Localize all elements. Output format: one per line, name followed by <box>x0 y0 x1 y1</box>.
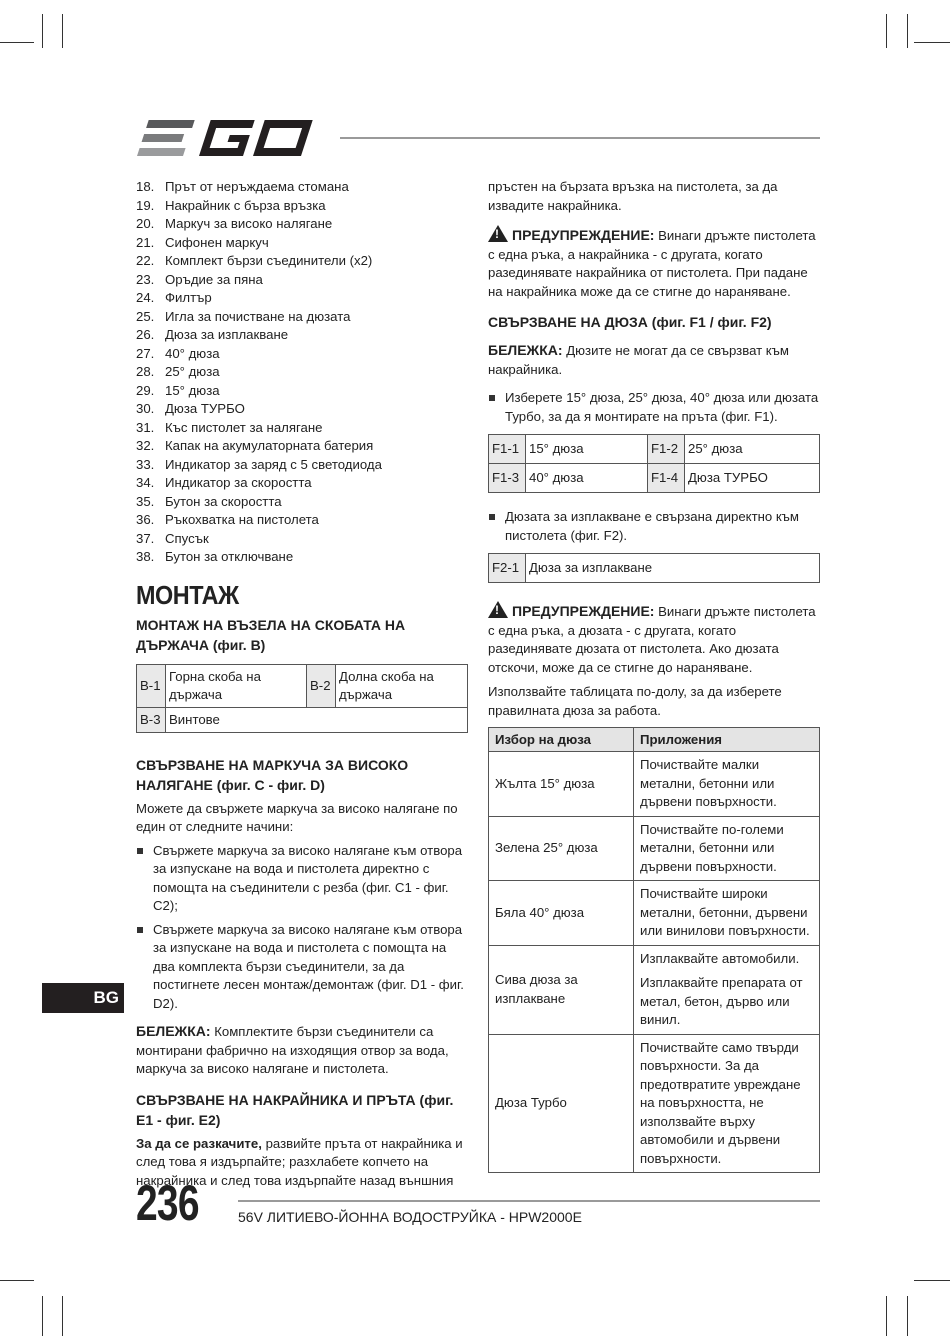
list-item: Изберете 15° дюза, 25° дюза, 40° дюза или дюзата Турбо, за да я монтирате на пръта (фиг. F1). <box>488 389 820 426</box>
list-item-number: 22. <box>136 253 155 268</box>
application-text: Почиствайте широки метални, бетонни, дървени или винилови повърхности. <box>640 886 810 938</box>
crop-mark <box>0 1280 34 1281</box>
list-item: Дюзата за изплакване е свързана директно към пистолета (фиг. F2). <box>488 508 820 545</box>
list-item-number: 18. <box>136 179 155 194</box>
warning-label: ПРЕДУПРЕЖДЕНИЕ: <box>512 227 655 243</box>
list-item-number: 37. <box>136 530 155 546</box>
wand-bold-lead: За да се разкачите, <box>136 1135 262 1151</box>
crop-mark <box>42 1296 43 1336</box>
list-item-label: Дюза за изплакване <box>165 327 289 342</box>
list-item <box>136 493 468 512</box>
warning-2 <box>488 601 820 677</box>
list-item-number: 30. <box>136 401 155 416</box>
application-text: Почиствайте малки метални, бетонни или дървени повърхности. <box>640 757 777 809</box>
note-label: БЕЛЕЖКА: <box>488 342 563 358</box>
list-item <box>136 548 468 567</box>
table-cell-label: Долна скоба на държача <box>336 664 468 707</box>
application-text: Изплаквайте автомобили. <box>640 950 800 966</box>
list-item-number: 31. <box>136 419 155 435</box>
note-label: БЕЛЕЖКА: <box>136 1023 211 1039</box>
hose-note <box>136 1022 468 1079</box>
list-item <box>136 400 468 419</box>
list-item-number: 29. <box>136 382 155 398</box>
crop-mark <box>886 1296 887 1336</box>
crop-mark <box>0 42 34 43</box>
f1-parts-table <box>488 434 820 493</box>
list-item-number: 25. <box>136 308 155 324</box>
right-column <box>488 178 820 1173</box>
list-item-number: 36. <box>136 512 155 527</box>
list-item <box>136 215 468 234</box>
table-cell-code: F1-2 <box>648 435 685 464</box>
note-text: Комплектите бързи съединители са монтирани фабрично на изходящия отвор за вода, маркуча за високо налягане и пистолета. <box>136 1024 449 1076</box>
warning-label: ПРЕДУПРЕЖДЕНИЕ: <box>512 603 655 619</box>
application-cell <box>634 945 820 1034</box>
list-item-number: 35. <box>136 493 155 509</box>
application-cell <box>634 881 820 946</box>
list-item-label: Игла за почистване на дюзата <box>165 308 351 324</box>
table-cell-label: Дюза за изплакване <box>526 554 820 583</box>
warning-triangle-icon <box>488 225 508 242</box>
crop-mark <box>914 1280 950 1281</box>
list-item-label: Спусък <box>165 530 209 546</box>
note-text: Дюзите не могат да се свързват към накрайника. <box>488 343 789 377</box>
list-item: Свържете маркуча за високо налягане към отвора за изпускане на вода и пистолета директно с помощта на съединители с резба (фиг. C1 - фиг. C2); <box>136 842 468 916</box>
left-column <box>136 178 468 1190</box>
nozzle-name-cell: Сива дюза за изплакване <box>489 945 634 1034</box>
footer-rule <box>238 1200 820 1202</box>
application-text: Почиствайте само твърди повърхности. За да предотвратите увреждане на повърхността, не използвайте върху автомобили и дървени повърхности. <box>640 1039 801 1166</box>
nozzle-name-cell: Бяла 40° дюза <box>489 881 634 946</box>
wand-body: развийте пръта от накрайника и след това я издърпайте; разхлабете копчето на накрайника и след това издърпайте назад външния <box>136 1135 463 1188</box>
nozzle-bullet-2 <box>488 508 820 545</box>
hose-heading: СВЪРЗВАНЕ НА МАРКУЧА ЗА ВИСОКО НАЛЯГАНЕ (фиг. C - фиг. D) <box>136 756 409 793</box>
list-item-label: 40° дюза <box>165 345 220 361</box>
table-cell-code: F1-1 <box>489 435 526 464</box>
nozzle-name-cell: Жълта 15° дюза <box>489 752 634 817</box>
list-item <box>136 456 468 475</box>
crop-mark <box>62 14 63 48</box>
warning-1 <box>488 225 820 301</box>
list-item-label: Индикатор за скоростта <box>165 475 312 490</box>
ego-logo <box>136 116 322 160</box>
nozzle-bullet-1 <box>488 389 820 426</box>
list-item-number: 26. <box>136 327 155 342</box>
list-item <box>136 363 468 382</box>
list-item-number: 34. <box>136 475 155 490</box>
table-header: Приложения <box>634 728 820 752</box>
table-intro: Използвайте таблицата по-долу, за да изберете правилната дюза за работа. <box>488 684 782 718</box>
list-item-label: Дюза ТУРБО <box>165 401 245 416</box>
list-item-label: Ръкохватка на пистолета <box>165 512 319 527</box>
list-item-number: 19. <box>136 197 155 213</box>
list-item <box>136 530 468 549</box>
table-cell-label: 25° дюза <box>685 435 820 464</box>
nozzle-selection-table <box>488 727 820 1173</box>
application-cell <box>634 752 820 817</box>
list-item-label: 25° дюза <box>165 364 220 379</box>
list-item-label: Бутон за скоростта <box>165 493 282 509</box>
list-item <box>136 437 468 456</box>
list-item-number: 24. <box>136 290 155 305</box>
table-cell-code: B-1 <box>137 664 166 707</box>
list-item-label: Комплект бързи съединители (x2) <box>165 253 373 268</box>
table-cell-code: F1-4 <box>648 464 685 493</box>
list-item-number: 23. <box>136 271 155 287</box>
list-item-label: Накрайник с бърза връзка <box>165 197 326 213</box>
warning-triangle-icon <box>488 601 508 618</box>
crop-mark <box>907 1296 908 1336</box>
hose-bullet-list <box>136 842 468 1014</box>
table-cell-code: B-3 <box>137 707 166 732</box>
wand-continued: пръстен на бързата връзка на пистолета, за да извадите накрайника. <box>488 179 778 213</box>
nozzle-connect-heading: СВЪРЗВАНЕ НА ДЮЗА (фиг. F1 / фиг. F2) <box>488 314 772 330</box>
wand-heading: СВЪРЗВАНЕ НА НАКРАЙНИКА И ПРЪТА (фиг. E1 - фиг. E2) <box>136 1091 454 1128</box>
list-item-label: Прът от неръждаема стомана <box>165 179 349 194</box>
list-item-label: Бутон за отключване <box>165 549 294 564</box>
table-row <box>489 881 820 946</box>
table-row <box>489 945 820 1034</box>
bracket-parts-table <box>136 664 468 733</box>
list-item <box>136 345 468 364</box>
list-item <box>136 326 468 345</box>
list-item <box>136 234 468 253</box>
list-item-number: 32. <box>136 438 155 453</box>
list-item <box>136 289 468 308</box>
table-row <box>489 1034 820 1173</box>
language-tab: BG <box>42 983 124 1013</box>
parts-list <box>136 178 468 567</box>
list-item <box>136 271 468 290</box>
table-row <box>489 816 820 881</box>
application-cell <box>634 816 820 881</box>
table-cell-code: F2-1 <box>489 554 526 583</box>
f2-parts-table <box>488 553 820 583</box>
list-item-label: Сифонен маркуч <box>165 234 269 250</box>
crop-mark <box>42 14 43 48</box>
table-cell-label: 40° дюза <box>526 464 648 493</box>
list-item: Свържете маркуча за високо налягане към отвора за изпускане на вода и пистолета с помощта на два комплекта бързи съединители, за да постигнете лесен монтаж/демонтаж (фиг. D1 - фиг. D2). <box>136 921 468 1014</box>
table-cell-code: F1-3 <box>489 464 526 493</box>
list-item <box>136 308 468 327</box>
application-text: Изплаквайте препарата от метал, бетон, дърво или винил. <box>640 975 803 1027</box>
list-item-label: Индикатор за заряд с 5 светодиода <box>165 456 382 472</box>
section-title: МОНТАЖ <box>136 579 239 610</box>
list-item <box>136 197 468 216</box>
bracket-heading: МОНТАЖ НА ВЪЗЕЛА НА СКОБАТА НА ДЪРЖАЧА (фиг. B) <box>136 616 406 653</box>
list-item <box>136 474 468 493</box>
table-row <box>489 752 820 817</box>
list-item <box>136 419 468 438</box>
list-item <box>136 382 468 401</box>
list-item-number: 21. <box>136 234 155 250</box>
header-rule <box>340 137 820 139</box>
list-item-number: 27. <box>136 345 155 361</box>
nozzle-name-cell: Дюза Турбо <box>489 1034 634 1173</box>
table-cell-label: Винтове <box>166 707 468 732</box>
crop-mark <box>886 14 887 48</box>
list-item <box>136 511 468 530</box>
warning-text: Винаги дръжте пистолета с една ръка, а накрайника - с другата, когато разединявате накрайника от пистолета. При падане на накрайника може да се стигне до нараняване. <box>488 228 816 299</box>
list-item-label: Капак на акумулаторната батерия <box>165 438 374 453</box>
list-item-number: 38. <box>136 549 155 564</box>
crop-mark <box>914 42 950 43</box>
list-item-label: Къс пистолет за налягане <box>165 419 323 435</box>
crop-mark <box>62 1296 63 1336</box>
list-item-number: 33. <box>136 456 155 472</box>
list-item-number: 20. <box>136 216 155 231</box>
list-item-label: 15° дюза <box>165 382 220 398</box>
list-item-label: Филтър <box>165 290 212 305</box>
application-text: Почиствайте по-големи метални, бетонни или дървени повърхности. <box>640 821 784 874</box>
nozzle-note <box>488 341 820 379</box>
hose-intro: Можете да свържете маркуча за високо налягане по един от следните начини: <box>136 800 458 834</box>
table-cell-label: Горна скоба на държача <box>166 664 307 707</box>
page-number: 236 <box>136 1175 199 1231</box>
list-item-label: Маркуч за високо налягане <box>165 216 333 231</box>
warning-text: Винаги дръжте пистолета с една ръка, а дюзата - с другата, когато разединявате дюзата от пистолета. Ако дюзата отскочи, може да се стигне до нараняване. <box>488 604 816 675</box>
footer-text: 56V ЛИТИЕВО-ЙОННА ВОДОСТРУЙКА - HPW2000E <box>238 1209 582 1225</box>
list-item <box>136 178 468 197</box>
nozzle-name-cell: Зелена 25° дюза <box>489 816 634 881</box>
table-cell-label: Дюза ТУРБО <box>685 464 820 493</box>
list-item-number: 28. <box>136 364 155 379</box>
table-header: Избор на дюза <box>489 728 634 752</box>
list-item <box>136 252 468 271</box>
table-cell-label: 15° дюза <box>526 435 648 464</box>
application-cell <box>634 1034 820 1173</box>
crop-mark <box>907 14 908 48</box>
list-item-label: Оръдие за пяна <box>165 271 263 287</box>
table-cell-code: B-2 <box>307 664 336 707</box>
